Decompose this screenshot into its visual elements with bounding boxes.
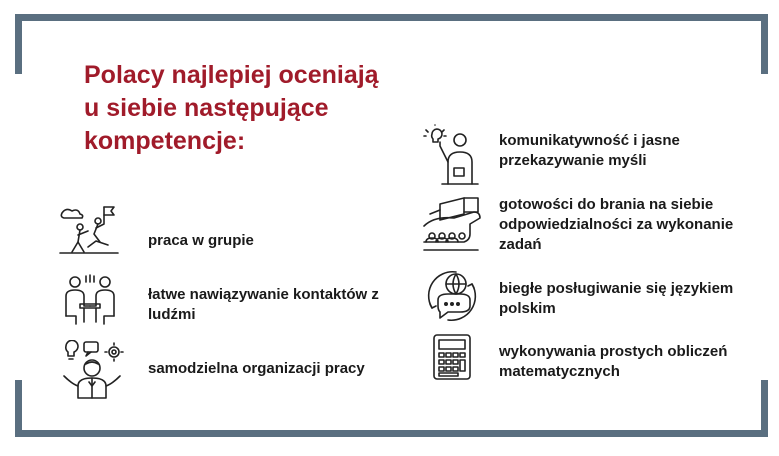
title: Polacy najlepiej oceniają u siebie następujące kompetencje: [84, 61, 379, 155]
people-talking-icon [62, 272, 118, 328]
frame-bottom [15, 380, 768, 437]
idea-person-icon [420, 124, 480, 186]
responsibility-hand-icon [422, 196, 484, 254]
right-item-1-text: komunikatywność i jasne przekazywanie myśli [499, 132, 680, 169]
right-item-2-text: gotowości do brania na siebie odpowiedzialności za wykonanie zadań [499, 196, 734, 253]
team-climbing-icon [58, 205, 120, 257]
calculator-icon [432, 333, 472, 381]
left-item-1-text: praca w grupie [148, 232, 254, 249]
left-item-2-text: łatwe nawiązywanie kontaktów z ludźmi [148, 286, 379, 323]
globe-speech-icon [424, 268, 480, 324]
left-item-3-text: samodzielna organizacji pracy [148, 360, 365, 377]
right-item-4-text: wykonywania prostych obliczeń matematycznych [499, 343, 728, 380]
right-item-3-text: biegłe posługiwanie się językiem polskim [499, 280, 734, 317]
self-organization-icon [60, 340, 124, 402]
